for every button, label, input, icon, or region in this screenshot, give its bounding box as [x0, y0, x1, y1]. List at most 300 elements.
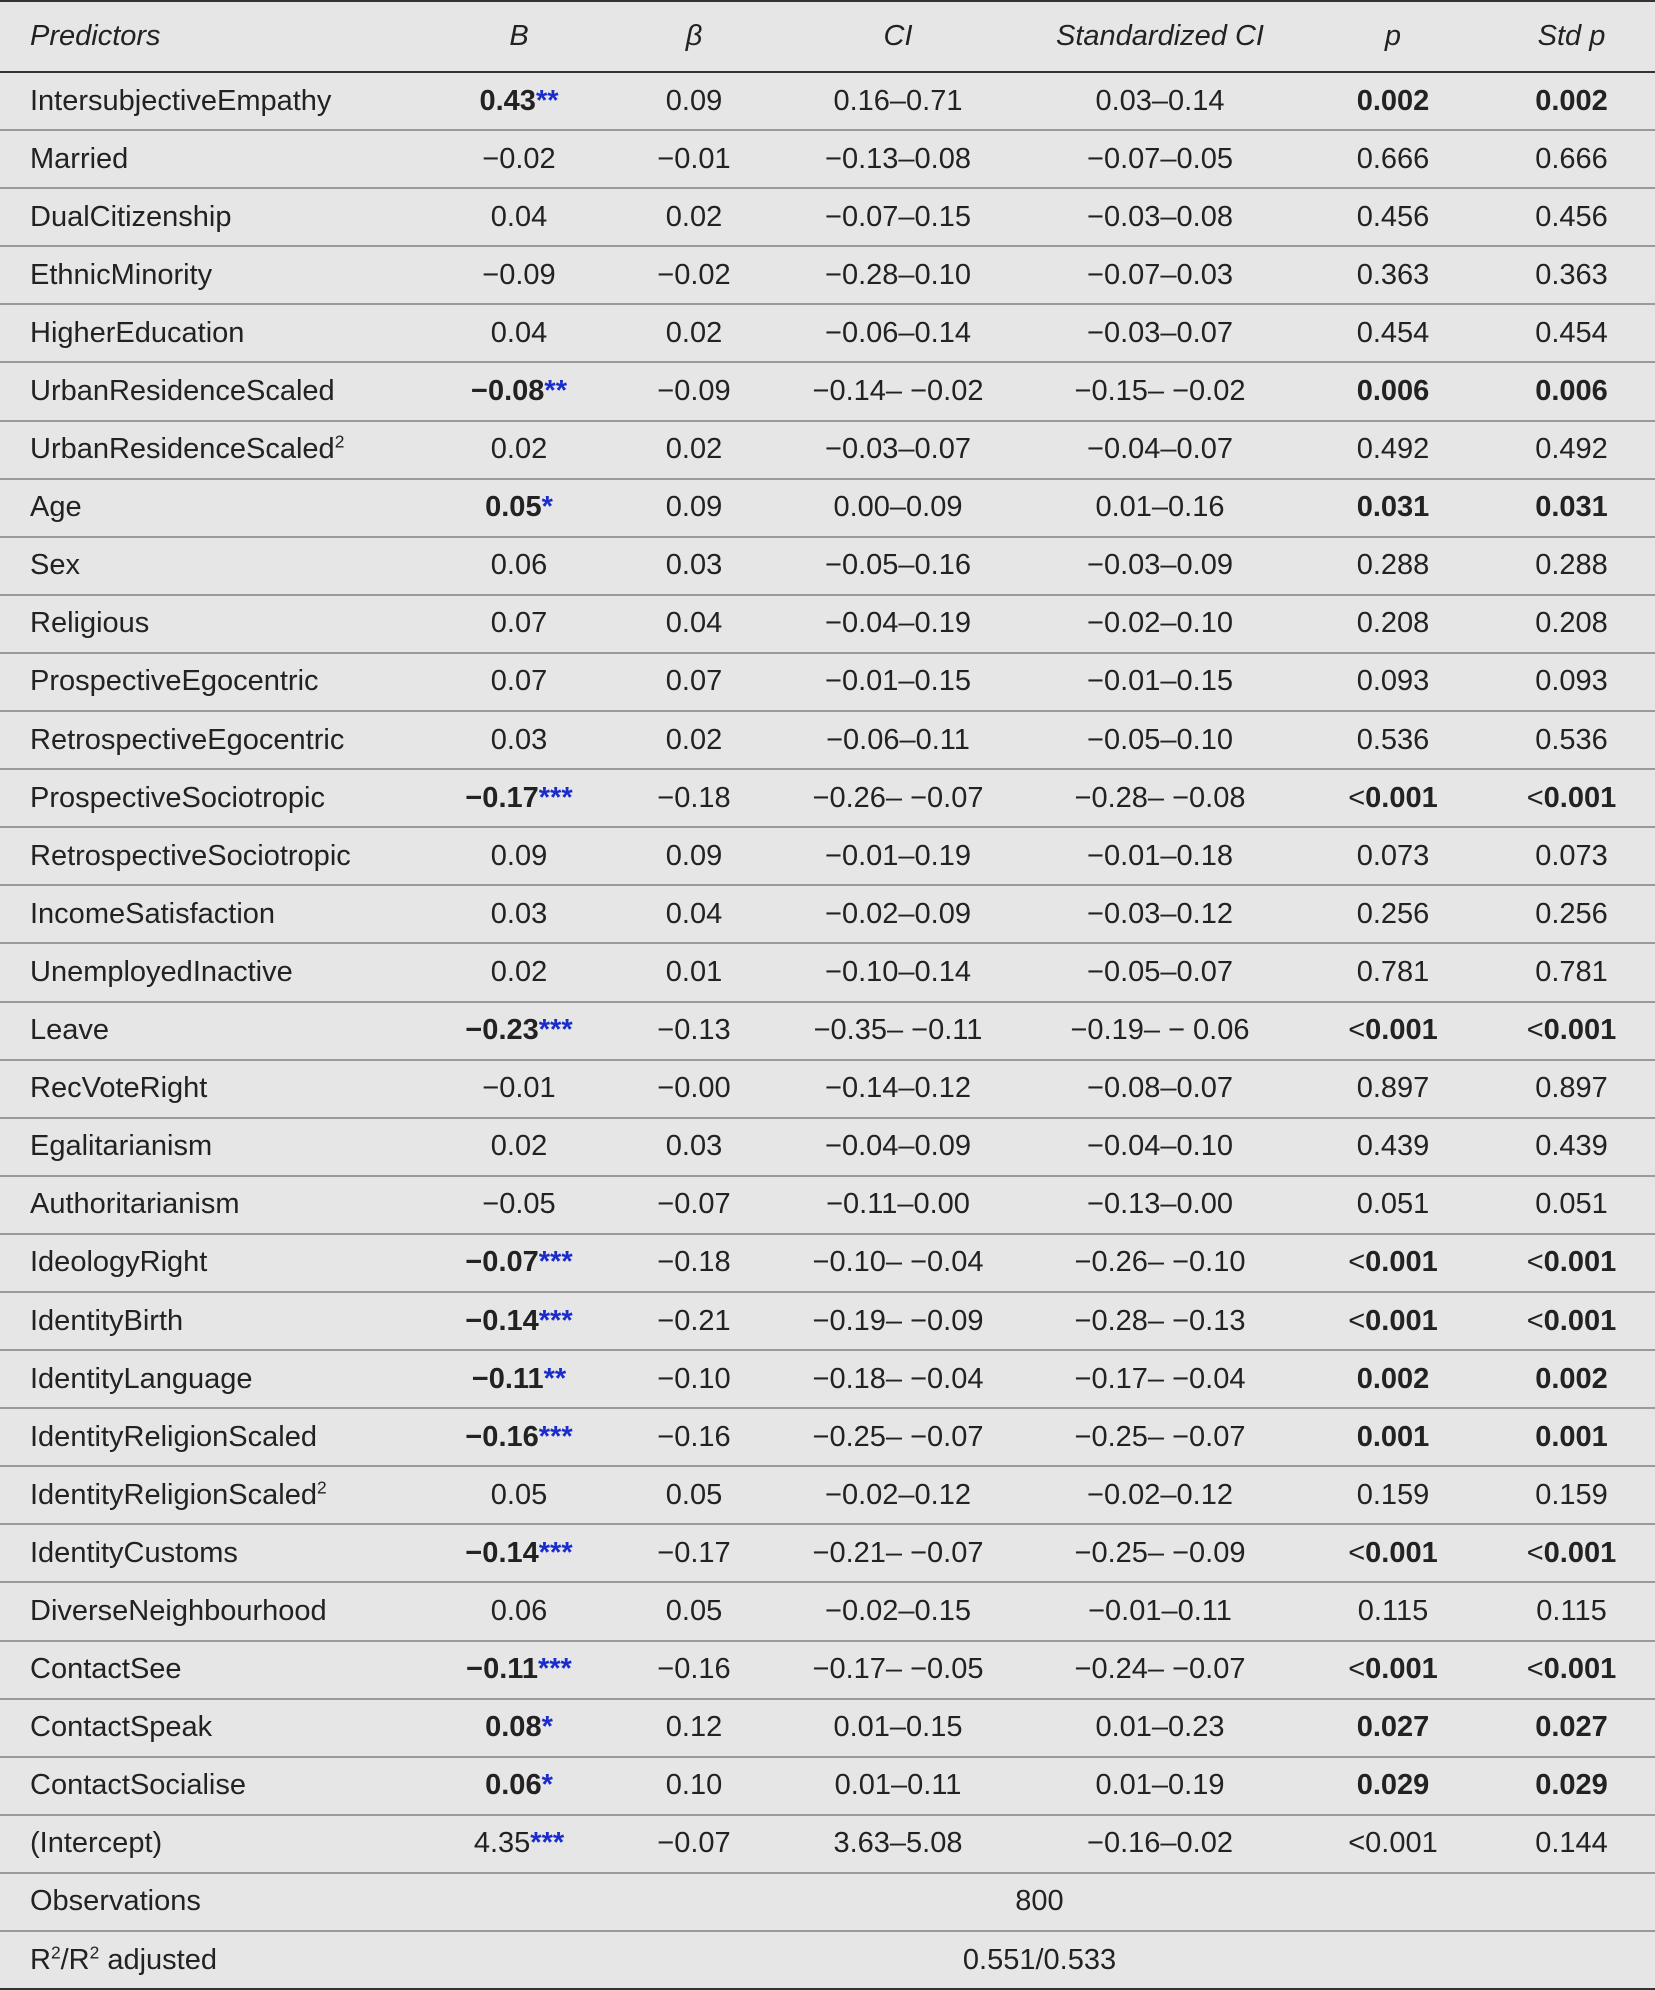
beta-value: −0.18 — [657, 781, 731, 814]
p-value: 0.159 — [1356, 1478, 1430, 1511]
std-p-value: 0.006 — [1535, 375, 1608, 408]
b-cell — [424, 1060, 614, 1118]
std-p-cell — [1488, 1815, 1655, 1873]
p-value: 0.002 — [1356, 84, 1430, 117]
p-cell — [1298, 1292, 1488, 1350]
p-value: 0.001 — [1365, 1304, 1438, 1337]
less-than-sign: < — [1526, 781, 1544, 814]
b-cell — [424, 362, 614, 420]
std-p-cell — [1488, 1408, 1655, 1466]
std-p-cell — [1488, 1176, 1655, 1234]
std-ci-value: −0.01–0.11 — [1088, 1594, 1232, 1627]
std-ci-cell — [1022, 188, 1298, 246]
b-value: −0.02 — [482, 142, 556, 175]
table-row — [0, 421, 1655, 479]
std-p-value: 0.029 — [1535, 1769, 1608, 1802]
std-p-cell — [1488, 943, 1655, 1001]
table-row — [0, 188, 1655, 246]
std-ci-cell — [1022, 1757, 1298, 1815]
std-p-cell — [1488, 1292, 1655, 1350]
header-b: B — [424, 1, 614, 72]
b-value: 0.06 — [485, 1769, 542, 1802]
ci-value: −0.06–0.11 — [826, 723, 970, 756]
table-row — [0, 1757, 1655, 1815]
std-p-cell — [1488, 1350, 1655, 1408]
p-value: 0.492 — [1356, 433, 1430, 466]
b-value: −0.23 — [465, 1014, 539, 1047]
std-p-cell — [1488, 653, 1655, 711]
table-row — [0, 537, 1655, 595]
table-row — [0, 1699, 1655, 1757]
b-cell — [424, 1002, 614, 1060]
beta-value: 0.03 — [665, 549, 723, 582]
beta-value: −0.18 — [657, 1246, 731, 1279]
ci-value: −0.19– −0.09 — [812, 1304, 984, 1337]
beta-value: 0.10 — [665, 1769, 723, 1802]
std-ci-value: −0.28– −0.13 — [1074, 1304, 1246, 1337]
ci-cell — [774, 130, 1022, 188]
b-cell — [424, 653, 614, 711]
ci-value: −0.04–0.19 — [825, 607, 971, 640]
p-value: 0.027 — [1356, 1711, 1430, 1744]
std-p-value: 0.002 — [1535, 84, 1608, 117]
b-cell — [424, 1118, 614, 1176]
std-ci-value: −0.19– − 0.06 — [1070, 1014, 1250, 1047]
ci-cell — [774, 1176, 1022, 1234]
ci-cell — [774, 1060, 1022, 1118]
p-value: 0.001 — [1365, 1014, 1438, 1047]
predictor-name: RetrospectiveEgocentric — [30, 723, 345, 756]
table-row — [0, 1176, 1655, 1234]
b-cell — [424, 1292, 614, 1350]
predictor-cell — [0, 1524, 424, 1582]
predictor-name: Leave — [30, 1014, 110, 1047]
predictor-cell — [0, 943, 424, 1001]
beta-cell — [614, 1466, 774, 1524]
predictor-cell — [0, 653, 424, 711]
p-value: 0.029 — [1356, 1769, 1430, 1802]
ci-cell — [774, 362, 1022, 420]
predictor-cell — [0, 885, 424, 943]
ci-value: −0.06–0.14 — [825, 316, 971, 349]
b-cell — [424, 1350, 614, 1408]
table-row — [0, 1524, 1655, 1582]
std-ci-value: −0.03–0.07 — [1087, 316, 1233, 349]
ci-value: −0.35– −0.11 — [813, 1014, 983, 1047]
beta-cell — [614, 130, 774, 188]
predictor-name: DualCitizenship — [30, 200, 232, 233]
b-value: −0.01 — [482, 1072, 556, 1105]
beta-cell — [614, 362, 774, 420]
std-p-value: 0.001 — [1543, 1014, 1617, 1047]
b-cell — [424, 421, 614, 479]
std-ci-value: −0.08–0.07 — [1087, 1072, 1233, 1105]
p-cell — [1298, 1060, 1488, 1118]
predictor-name: DiverseNeighbourhood — [30, 1594, 327, 1627]
significance-stars: * — [541, 1769, 553, 1802]
ci-value: −0.03–0.07 — [825, 433, 971, 466]
ci-value: −0.28–0.10 — [825, 258, 971, 291]
beta-value: −0.02 — [657, 258, 731, 291]
beta-cell — [614, 246, 774, 304]
std-ci-value: −0.02–0.10 — [1087, 607, 1233, 640]
b-cell — [424, 246, 614, 304]
p-cell — [1298, 130, 1488, 188]
std-p-value: 0.144 — [1535, 1827, 1608, 1860]
b-cell — [424, 885, 614, 943]
std-p-cell — [1488, 1641, 1655, 1699]
std-p-cell — [1488, 1699, 1655, 1757]
predictor-name: Sex — [30, 549, 80, 582]
ci-cell — [774, 1466, 1022, 1524]
beta-cell — [614, 711, 774, 769]
predictor-name: ProspectiveSociotropic — [30, 781, 325, 814]
std-p-value: 0.001 — [1543, 1246, 1617, 1279]
predictor-name: IdeologyRight — [30, 1246, 208, 1279]
ci-value: −0.02–0.15 — [825, 1594, 971, 1627]
ci-value: −0.07–0.15 — [825, 200, 971, 233]
ci-cell — [774, 188, 1022, 246]
beta-value: 0.02 — [665, 316, 723, 349]
ci-value: 0.00–0.09 — [833, 491, 963, 524]
b-value: −0.07 — [465, 1246, 539, 1279]
std-p-cell — [1488, 1757, 1655, 1815]
predictor-name: IdentityBirth — [30, 1304, 184, 1337]
ci-cell — [774, 595, 1022, 653]
table-row — [0, 72, 1655, 130]
std-p-value: 0.073 — [1535, 839, 1608, 872]
p-cell — [1298, 1582, 1488, 1640]
p-cell — [1298, 711, 1488, 769]
predictor-cell — [0, 479, 424, 537]
ci-cell — [774, 1582, 1022, 1640]
ci-value: −0.04–0.09 — [825, 1130, 971, 1163]
beta-value: −0.17 — [657, 1536, 731, 1569]
beta-value: 0.09 — [665, 491, 723, 524]
std-ci-value: −0.25– −0.09 — [1074, 1536, 1246, 1569]
b-cell — [424, 1234, 614, 1292]
predictor-cell — [0, 1815, 424, 1873]
p-cell — [1298, 595, 1488, 653]
less-than-sign: < — [1348, 1246, 1366, 1279]
std-ci-cell — [1022, 1118, 1298, 1176]
std-ci-value: −0.16–0.02 — [1087, 1827, 1233, 1860]
predictor-cell — [0, 1408, 424, 1466]
predictor-name: Egalitarianism — [30, 1130, 213, 1163]
std-ci-cell — [1022, 1176, 1298, 1234]
p-value: 0.001 — [1365, 1827, 1438, 1860]
ci-value: −0.18– −0.04 — [812, 1362, 984, 1395]
table-row — [0, 769, 1655, 827]
p-value: 0.001 — [1365, 781, 1438, 814]
table-row — [0, 362, 1655, 420]
p-cell — [1298, 769, 1488, 827]
std-ci-cell — [1022, 1582, 1298, 1640]
beta-cell — [614, 1582, 774, 1640]
ci-value: −0.01–0.19 — [825, 839, 971, 872]
table-row — [0, 1002, 1655, 1060]
p-value: 0.051 — [1356, 1188, 1430, 1221]
p-value: 0.073 — [1356, 839, 1430, 872]
beta-cell — [614, 1699, 774, 1757]
beta-value: 0.02 — [665, 200, 723, 233]
predictor-name: RecVoteRight — [30, 1072, 208, 1105]
std-ci-cell — [1022, 362, 1298, 420]
ci-value: −0.05–0.16 — [825, 549, 971, 582]
std-p-cell — [1488, 72, 1655, 130]
ci-value: −0.26– −0.07 — [812, 781, 984, 814]
ci-value: 0.01–0.15 — [833, 1711, 963, 1744]
std-p-value: 0.492 — [1535, 433, 1608, 466]
b-value: 0.02 — [490, 1130, 548, 1163]
predictor-name: Married — [30, 142, 129, 175]
b-cell — [424, 130, 614, 188]
predictor-name: RetrospectiveSociotropic — [30, 839, 351, 872]
std-ci-cell — [1022, 130, 1298, 188]
ci-value: −0.11–0.00 — [826, 1188, 970, 1221]
p-cell — [1298, 1466, 1488, 1524]
std-p-cell — [1488, 130, 1655, 188]
beta-value: −0.13 — [657, 1014, 731, 1047]
p-cell — [1298, 1408, 1488, 1466]
significance-stars: *** — [530, 1827, 565, 1860]
std-p-value: 0.001 — [1543, 1653, 1617, 1686]
beta-cell — [614, 595, 774, 653]
std-p-cell — [1488, 1524, 1655, 1582]
std-p-cell — [1488, 827, 1655, 885]
predictor-cell — [0, 1234, 424, 1292]
beta-cell — [614, 943, 774, 1001]
beta-value: 0.04 — [665, 897, 723, 930]
p-cell — [1298, 72, 1488, 130]
b-value: 0.08 — [485, 1711, 542, 1744]
predictor-cell — [0, 130, 424, 188]
beta-cell — [614, 479, 774, 537]
p-cell — [1298, 362, 1488, 420]
p-value: 0.093 — [1356, 665, 1430, 698]
header-row — [0, 1, 1655, 72]
b-cell — [424, 479, 614, 537]
r-squared-label: $R^2/R^2$ adjusted — [0, 1931, 424, 1989]
b-cell — [424, 1466, 614, 1524]
std-p-cell — [1488, 1582, 1655, 1640]
std-p-cell — [1488, 1466, 1655, 1524]
significance-stars: *** — [538, 781, 573, 814]
beta-cell — [614, 421, 774, 479]
std-ci-cell — [1022, 1234, 1298, 1292]
b-value: 0.09 — [490, 839, 548, 872]
std-ci-cell — [1022, 72, 1298, 130]
beta-value: 0.04 — [665, 607, 723, 640]
std-p-value: 0.159 — [1535, 1478, 1608, 1511]
std-p-value: 0.001 — [1535, 1420, 1608, 1453]
header-beta: β — [614, 1, 774, 72]
std-p-cell — [1488, 537, 1655, 595]
ci-cell — [774, 943, 1022, 1001]
beta-value: −0.09 — [657, 375, 731, 408]
beta-cell — [614, 653, 774, 711]
p-value: 0.781 — [1356, 955, 1430, 988]
ci-cell — [774, 711, 1022, 769]
beta-cell — [614, 188, 774, 246]
b-cell — [424, 1524, 614, 1582]
b-value: 0.06 — [490, 549, 548, 582]
b-value: 0.04 — [490, 200, 548, 233]
b-value: −0.09 — [482, 258, 556, 291]
std-p-value: 0.666 — [1535, 142, 1608, 175]
p-value: 0.897 — [1356, 1072, 1430, 1105]
p-cell — [1298, 943, 1488, 1001]
p-value: 0.001 — [1365, 1653, 1438, 1686]
beta-cell — [614, 72, 774, 130]
header-p: p — [1298, 1, 1488, 72]
std-ci-cell — [1022, 1060, 1298, 1118]
std-ci-cell — [1022, 1524, 1298, 1582]
std-p-value: 0.093 — [1535, 665, 1608, 698]
std-ci-value: −0.05–0.10 — [1087, 723, 1233, 756]
predictor-cell — [0, 72, 424, 130]
std-ci-cell — [1022, 1292, 1298, 1350]
p-value: 0.031 — [1356, 491, 1430, 524]
significance-stars: *** — [538, 1536, 573, 1569]
b-value: 0.04 — [490, 316, 548, 349]
less-than-sign: < — [1526, 1536, 1544, 1569]
b-value: −0.14 — [465, 1536, 539, 1569]
b-value: −0.17 — [465, 781, 539, 814]
b-value: 0.07 — [490, 665, 548, 698]
beta-cell — [614, 1350, 774, 1408]
predictor-cell — [0, 827, 424, 885]
beta-value: 0.09 — [665, 84, 723, 117]
ci-cell — [774, 885, 1022, 943]
p-value: 0.666 — [1356, 142, 1430, 175]
std-p-value: 0.536 — [1535, 723, 1608, 756]
beta-value: 0.02 — [665, 723, 723, 756]
b-cell — [424, 304, 614, 362]
std-p-value: 0.002 — [1535, 1362, 1608, 1395]
predictor-cell — [0, 1699, 424, 1757]
ci-value: −0.13–0.08 — [825, 142, 971, 175]
beta-cell — [614, 1234, 774, 1292]
table-row — [0, 479, 1655, 537]
beta-cell — [614, 1002, 774, 1060]
observations-value: 800 — [424, 1873, 1655, 1931]
predictor-name: Age — [30, 491, 82, 524]
predictor-cell — [0, 1641, 424, 1699]
beta-value: −0.07 — [657, 1827, 731, 1860]
header-standardized-ci: Standardized CI — [1022, 1, 1298, 72]
std-ci-cell — [1022, 769, 1298, 827]
table-header — [0, 1, 1655, 72]
b-cell — [424, 827, 614, 885]
ci-value: −0.02–0.09 — [825, 897, 971, 930]
p-cell — [1298, 1118, 1488, 1176]
table-row — [0, 1466, 1655, 1524]
std-ci-cell — [1022, 1408, 1298, 1466]
less-than-sign: < — [1348, 781, 1366, 814]
std-ci-cell — [1022, 711, 1298, 769]
std-p-value: 0.456 — [1535, 200, 1608, 233]
ci-cell — [774, 769, 1022, 827]
beta-value: 0.05 — [665, 1478, 723, 1511]
table-row — [0, 1060, 1655, 1118]
std-p-value: 0.256 — [1535, 897, 1608, 930]
less-than-sign: < — [1526, 1014, 1544, 1047]
b-cell — [424, 1641, 614, 1699]
b-value: −0.05 — [482, 1188, 556, 1221]
std-ci-value: −0.04–0.10 — [1087, 1130, 1233, 1163]
less-than-sign: < — [1348, 1536, 1366, 1569]
std-ci-value: −0.17– −0.04 — [1074, 1362, 1246, 1395]
std-p-cell — [1488, 885, 1655, 943]
std-ci-value: −0.07–0.03 — [1087, 258, 1233, 291]
ci-cell — [774, 304, 1022, 362]
std-p-cell — [1488, 1060, 1655, 1118]
header-predictors: Predictors — [0, 1, 424, 72]
significance-stars: *** — [538, 1246, 573, 1279]
std-ci-value: −0.28– −0.08 — [1074, 781, 1246, 814]
std-p-cell — [1488, 362, 1655, 420]
b-cell — [424, 1815, 614, 1873]
significance-stars: *** — [538, 1304, 573, 1337]
p-cell — [1298, 537, 1488, 595]
predictor-name: IdentityLanguage — [30, 1362, 253, 1395]
predictor-cell — [0, 362, 424, 420]
r-squared-row — [0, 1931, 1655, 1989]
predictor-name: ContactSocialise — [30, 1769, 246, 1802]
std-p-cell — [1488, 246, 1655, 304]
ci-value: −0.17– −0.05 — [812, 1653, 984, 1686]
p-cell — [1298, 1815, 1488, 1873]
less-than-sign: < — [1526, 1304, 1544, 1337]
predictor-cell — [0, 1757, 424, 1815]
less-than-sign: < — [1348, 1653, 1366, 1686]
p-value: 0.363 — [1356, 258, 1430, 291]
predictor-name: ContactSee — [30, 1653, 182, 1686]
ci-cell — [774, 1699, 1022, 1757]
std-p-value: 0.208 — [1535, 607, 1608, 640]
std-p-value: 0.001 — [1543, 1536, 1617, 1569]
table-row — [0, 1582, 1655, 1640]
predictor-name: IncomeSatisfaction — [30, 897, 276, 930]
b-value: −0.11 — [471, 1362, 544, 1395]
beta-value: −0.00 — [657, 1072, 731, 1105]
significance-stars: * — [541, 491, 553, 524]
significance-stars: *** — [538, 1014, 573, 1047]
table-row — [0, 885, 1655, 943]
beta-cell — [614, 1176, 774, 1234]
predictor-name: IntersubjectiveEmpathy — [30, 84, 332, 117]
table-row — [0, 943, 1655, 1001]
table-row — [0, 595, 1655, 653]
beta-cell — [614, 1524, 774, 1582]
significance-stars: ** — [543, 1362, 567, 1395]
std-ci-value: −0.02–0.12 — [1087, 1478, 1233, 1511]
ci-cell — [774, 72, 1022, 130]
beta-value: 0.03 — [665, 1130, 723, 1163]
ci-cell — [774, 246, 1022, 304]
b-cell — [424, 943, 614, 1001]
b-value: 0.06 — [490, 1594, 548, 1627]
std-p-cell — [1488, 1002, 1655, 1060]
beta-cell — [614, 769, 774, 827]
std-ci-cell — [1022, 246, 1298, 304]
table-row — [0, 1815, 1655, 1873]
ci-value: 3.63–5.08 — [833, 1827, 963, 1860]
b-cell — [424, 1176, 614, 1234]
b-cell — [424, 1699, 614, 1757]
ci-cell — [774, 421, 1022, 479]
